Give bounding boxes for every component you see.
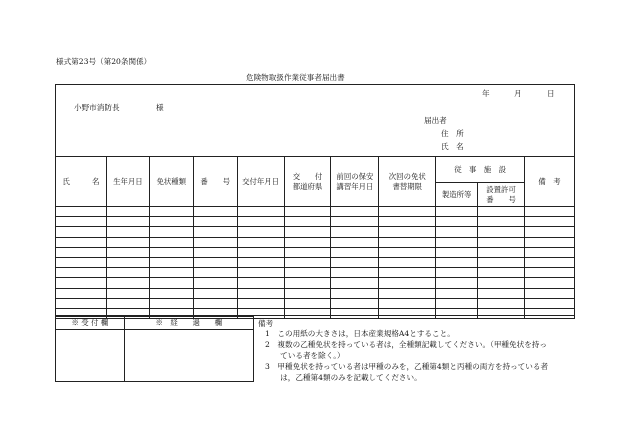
table-cell[interactable]: [237, 237, 284, 247]
table-cell[interactable]: [436, 207, 478, 217]
table-cell[interactable]: [237, 288, 284, 298]
table-cell[interactable]: [478, 308, 525, 318]
table-cell[interactable]: [379, 247, 436, 257]
table-cell[interactable]: [478, 247, 525, 257]
table-cell[interactable]: [56, 247, 107, 257]
table-cell[interactable]: [525, 288, 575, 298]
table-cell[interactable]: [56, 207, 107, 217]
addressee-name: 小野市消防長: [74, 103, 120, 112]
table-cell[interactable]: [331, 227, 379, 237]
table-cell[interactable]: [237, 217, 284, 227]
table-cell[interactable]: [284, 227, 331, 237]
table-cell[interactable]: [193, 298, 237, 308]
remarks-title: 備考: [258, 319, 274, 328]
progress-cell: [124, 330, 253, 382]
table-cell[interactable]: [193, 247, 237, 257]
table-row: [56, 217, 575, 227]
date-month-label: 月: [514, 89, 522, 98]
table-cell[interactable]: [478, 227, 525, 237]
table-cell[interactable]: [106, 217, 149, 227]
table-cell[interactable]: [193, 227, 237, 237]
col-license-type-header: 免状種類: [149, 157, 193, 207]
table-cell[interactable]: [237, 298, 284, 308]
table-cell[interactable]: [436, 288, 478, 298]
table-cell[interactable]: [436, 268, 478, 278]
applicant-name-label: 氏 名: [441, 142, 464, 151]
table-cell[interactable]: [284, 257, 331, 267]
col-notes-header: 備 考: [525, 157, 575, 207]
table-cell[interactable]: [106, 278, 149, 288]
table-cell[interactable]: [193, 217, 237, 227]
table-cell[interactable]: [193, 257, 237, 267]
table-cell[interactable]: [149, 288, 193, 298]
remark-line: ている者を除く。）: [265, 350, 345, 360]
table-cell[interactable]: [106, 298, 149, 308]
table-cell[interactable]: [525, 217, 575, 227]
table-cell[interactable]: [149, 217, 193, 227]
table-row: [56, 268, 575, 278]
remark-line: 1 この用紙の大きさは，日本産業規格A4とすること。: [265, 329, 455, 338]
table-cell[interactable]: [436, 308, 478, 318]
form-title: 危険物取扱作業従事者届出書: [246, 73, 345, 82]
table-cell[interactable]: [379, 278, 436, 288]
table-cell[interactable]: [56, 278, 107, 288]
date-day-label: 日: [547, 89, 555, 98]
table-cell[interactable]: [56, 288, 107, 298]
table-cell[interactable]: [478, 268, 525, 278]
table-cell[interactable]: [331, 298, 379, 308]
col-prefecture-header: 交 付 都道府県: [284, 157, 331, 207]
table-cell[interactable]: [379, 268, 436, 278]
table-cell[interactable]: [379, 217, 436, 227]
table-cell[interactable]: [284, 237, 331, 247]
table-cell[interactable]: [106, 227, 149, 237]
table-cell[interactable]: [331, 278, 379, 288]
table-cell[interactable]: [379, 207, 436, 217]
table-cell[interactable]: [106, 268, 149, 278]
table-cell[interactable]: [525, 257, 575, 267]
table-cell[interactable]: [284, 268, 331, 278]
table-cell[interactable]: [193, 268, 237, 278]
table-cell[interactable]: [56, 237, 107, 247]
table-cell[interactable]: [237, 227, 284, 237]
table-cell[interactable]: [525, 278, 575, 288]
progress-header: ※ 経 過 欄: [124, 317, 253, 330]
table-cell[interactable]: [525, 268, 575, 278]
table-cell[interactable]: [478, 288, 525, 298]
table-cell[interactable]: [478, 278, 525, 288]
table-cell[interactable]: [284, 217, 331, 227]
table-cell[interactable]: [525, 298, 575, 308]
table-cell[interactable]: [56, 227, 107, 237]
table-cell[interactable]: [149, 257, 193, 267]
table-cell[interactable]: [193, 288, 237, 298]
col-facility-site-header: 製造所等: [436, 183, 478, 207]
table-cell[interactable]: [525, 237, 575, 247]
table-cell[interactable]: [106, 257, 149, 267]
table-cell[interactable]: [56, 268, 107, 278]
table-cell[interactable]: [525, 207, 575, 217]
table-cell[interactable]: [331, 257, 379, 267]
table-row: [56, 278, 575, 288]
addressee-honorific: 様: [156, 103, 164, 112]
col-birthdate-header: 生年月日: [106, 157, 149, 207]
table-cell[interactable]: [478, 298, 525, 308]
table-cell[interactable]: [149, 278, 193, 288]
table-cell[interactable]: [284, 308, 331, 318]
table-cell[interactable]: [237, 207, 284, 217]
table-cell[interactable]: [149, 207, 193, 217]
table-cell[interactable]: [331, 247, 379, 257]
applicant-label: 届出者: [424, 116, 447, 125]
table-cell[interactable]: [284, 247, 331, 257]
table-cell[interactable]: [436, 257, 478, 267]
table-cell[interactable]: [478, 207, 525, 217]
table-cell[interactable]: [331, 268, 379, 278]
table-cell[interactable]: [436, 298, 478, 308]
table-cell[interactable]: [331, 288, 379, 298]
table-cell[interactable]: [284, 278, 331, 288]
table-cell[interactable]: [379, 257, 436, 267]
table-cell[interactable]: [106, 288, 149, 298]
table-row: [56, 227, 575, 237]
remark-line: 2 複数の乙種免状を持っている者は，全種類記載してください。（甲種免状を持っ: [265, 339, 547, 349]
table-cell[interactable]: [56, 298, 107, 308]
applicant-address-label: 住 所: [441, 129, 464, 138]
table-cell[interactable]: [284, 207, 331, 217]
table-cell[interactable]: [436, 278, 478, 288]
table-cell[interactable]: [284, 298, 331, 308]
table-cell[interactable]: [379, 237, 436, 247]
table-cell[interactable]: [436, 217, 478, 227]
table-cell[interactable]: [237, 247, 284, 257]
col-permit-number-header: 設置許可 番 号: [478, 183, 525, 207]
table-cell[interactable]: [284, 288, 331, 298]
table-cell[interactable]: [379, 288, 436, 298]
table-cell[interactable]: [106, 247, 149, 257]
table-cell[interactable]: [56, 257, 107, 267]
table-cell[interactable]: [331, 217, 379, 227]
table-cell[interactable]: [379, 308, 436, 318]
table-cell[interactable]: [331, 237, 379, 247]
table-cell[interactable]: [237, 268, 284, 278]
table-cell[interactable]: [106, 207, 149, 217]
table-cell[interactable]: [478, 257, 525, 267]
table-cell[interactable]: [237, 257, 284, 267]
table-cell[interactable]: [149, 237, 193, 247]
table-row: [56, 207, 575, 217]
table-cell[interactable]: [149, 268, 193, 278]
table-cell[interactable]: [525, 308, 575, 318]
remarks-list: [265, 330, 548, 384]
col-issue-date-header: 交付年月日: [237, 157, 284, 207]
form-id: 様式第23号（第20条関係）: [56, 57, 152, 66]
worker-table: [55, 156, 575, 319]
col-facility-group-header: 従 事 施 設: [436, 157, 525, 183]
table-cell[interactable]: [193, 278, 237, 288]
table-cell[interactable]: [436, 247, 478, 257]
table-row: [56, 288, 575, 298]
table-cell[interactable]: [149, 247, 193, 257]
table-cell[interactable]: [379, 298, 436, 308]
office-use-table: [55, 316, 254, 382]
table-cell[interactable]: [56, 217, 107, 227]
table-cell[interactable]: [436, 237, 478, 247]
reception-cell: [56, 330, 125, 382]
table-row: [56, 247, 575, 257]
table-cell[interactable]: [436, 227, 478, 237]
col-number-header: 番 号: [193, 157, 237, 207]
remark-line: 3 甲種免状を持っている者は甲種のみを，乙種第4類と丙種の両方を持っている者: [265, 361, 549, 371]
reception-header: ※ 受 付 欄: [56, 317, 125, 330]
table-row: [56, 298, 575, 308]
date-year-label: 年: [482, 89, 490, 98]
table-cell[interactable]: [478, 217, 525, 227]
table-cell[interactable]: [478, 237, 525, 247]
col-name-header: 氏 名: [56, 157, 107, 207]
table-row: [56, 257, 575, 267]
table-cell[interactable]: [525, 247, 575, 257]
table-cell[interactable]: [237, 278, 284, 288]
col-prev-training-header: 前回の保安 講習年月日: [331, 157, 379, 207]
table-cell[interactable]: [379, 227, 436, 237]
table-cell[interactable]: [525, 227, 575, 237]
table-cell[interactable]: [149, 298, 193, 308]
table-cell[interactable]: [106, 237, 149, 247]
table-cell[interactable]: [331, 207, 379, 217]
remark-line: は，乙種第4類のみを記載してください。: [265, 372, 422, 382]
table-cell[interactable]: [149, 227, 193, 237]
table-row: [56, 237, 575, 247]
table-cell[interactable]: [193, 207, 237, 217]
table-cell[interactable]: [331, 308, 379, 318]
col-next-renewal-header: 次回の免状 書替期限: [379, 157, 436, 207]
table-cell[interactable]: [193, 237, 237, 247]
